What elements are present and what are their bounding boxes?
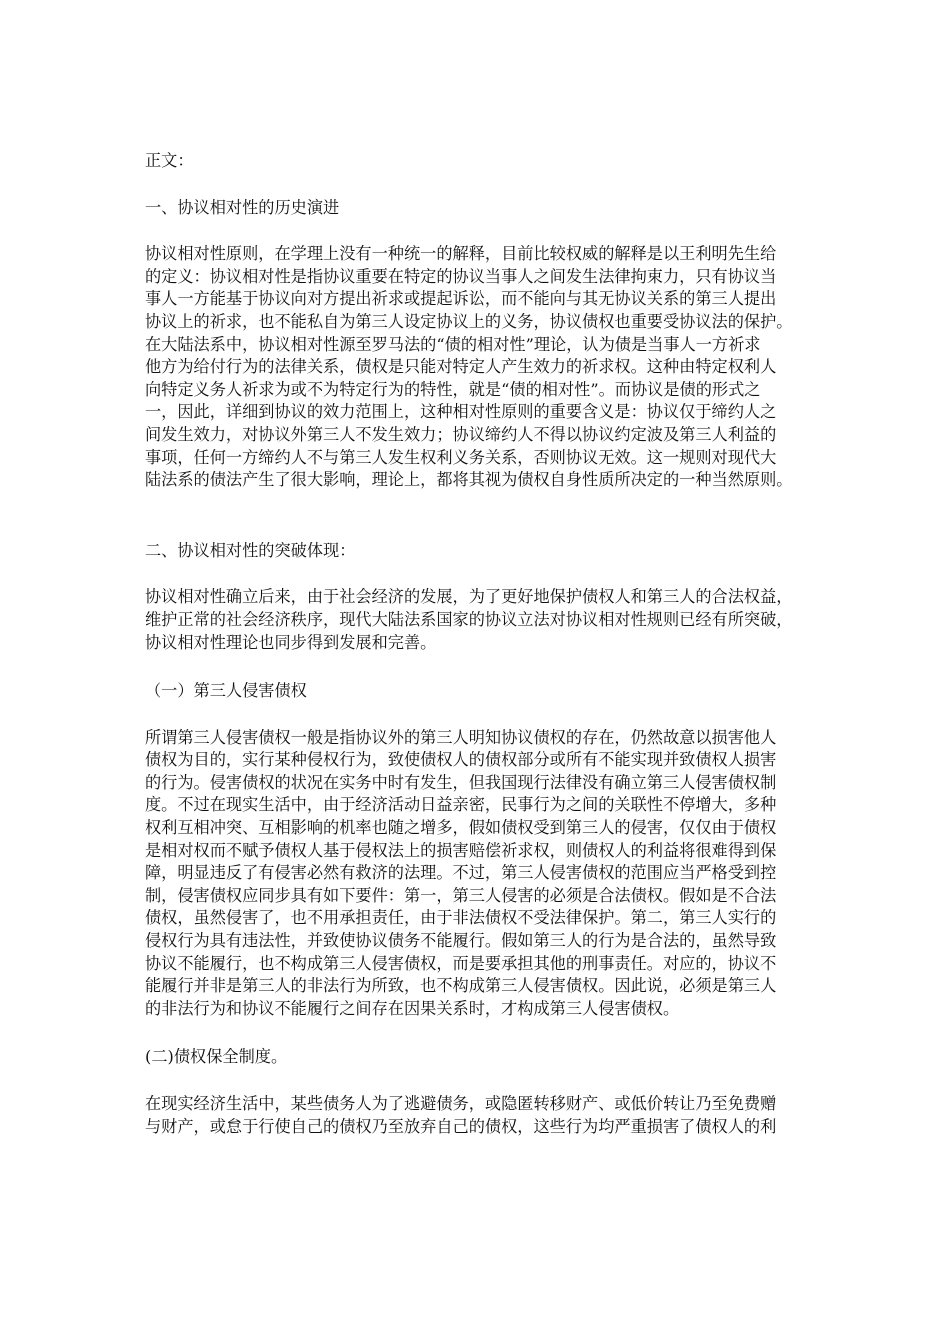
spacer — [145, 703, 805, 727]
paragraph-line: 协议上的祈求，也不能私自为第三人设定协议上的义务，协议债权也重要受协议法的保护。 — [145, 311, 793, 331]
paragraph-line: 协议相对性原则，在学理上没有一种统一的解释，目前比较权威的解释是以王利明先生给 — [145, 244, 777, 264]
subsection-1-paragraph — [145, 727, 805, 1021]
spacer — [145, 1020, 805, 1046]
paragraph-line: 事人一方能基于协议向对方提出祈求或提起诉讼，而不能向与其无协议关系的第三人提出 — [145, 289, 777, 309]
section-2-intro-paragraph — [145, 586, 805, 654]
paragraph-line: 障，明显违反了有侵害必然有救济的法理。不过，第三人侵害债权的范围应当严格受到控 — [145, 863, 777, 883]
spacer — [145, 173, 805, 197]
spacer — [145, 219, 805, 243]
spacer — [145, 654, 805, 680]
paragraph-line: 度。不过在现实生活中，由于经济活动日益亲密，民事行为之间的关联性不停增大，多种 — [145, 795, 777, 815]
paragraph-line: 他方为给付行为的法律关系，债权是只能对特定人产生效力的祈求权。这种由特定权利人 — [145, 357, 777, 377]
paragraph-line: 协议相对性理论也同步得到发展和完善。 — [145, 632, 437, 652]
paragraph-line: 权利互相冲突、互相影响的机率也随之增多，假如债权受到第三人的侵害，仅仅由于债权 — [145, 818, 777, 838]
spacer — [145, 492, 805, 540]
document-body — [145, 150, 805, 1138]
paragraph-line: 的行为。侵害债权的状况在实务中时有发生，但我国现行法律没有确立第三人侵害债权制 — [145, 772, 777, 792]
paragraph-line: 在现实经济生活中，某些债务人为了逃避债务，或隐匿转移财产、或低价转让乃至免费赠 — [145, 1094, 777, 1113]
subsection-2-heading: (二)债权保全制度。 — [145, 1047, 288, 1067]
body-label: 正文： — [145, 151, 194, 170]
paragraph-line: 制，侵害债权应同步具有如下要件：第一，第三人侵害的必须是合法债权。假如是不合法 — [145, 885, 777, 905]
section-2-heading: 二、协议相对性的突破体现： — [145, 540, 356, 560]
subsection-1-heading: （一）第三人侵害债权 — [145, 681, 307, 701]
paragraph-line: 间发生效力，对协议外第三人不发生效力；协议缔约人不得以协议约定波及第三人利益的 — [145, 424, 777, 444]
paragraph-line: 一，因此，详细到协议的效力范围上，这种相对性原则的重要含义是：协议仅于缔约人之 — [145, 402, 777, 422]
spacer — [145, 562, 805, 586]
paragraph-line: 向特定义务人祈求为或不为特定行为的特性，就是“债的相对性”。而协议是债的形式之 — [145, 379, 761, 399]
paragraph-line: 事项，任何一方缔约人不与第三人发生权利义务关系，否则协议无效。这一规则对现代大 — [145, 447, 777, 467]
paragraph-line: 债权为目的，实行某种侵权行为，致使债权人的债权部分或所有不能实现并致债权人损害 — [145, 750, 777, 770]
paragraph-line: 能履行并非是第三人的非法行为所致，也不构成第三人侵害债权。因此说，必须是第三人 — [145, 976, 777, 996]
section-1-heading: 一、协议相对性的历史演进 — [145, 197, 340, 217]
paragraph-line: 债权，虽然侵害了，也不用承担责任，由于非法债权不受法律保护。第二，第三人实行的 — [145, 908, 777, 928]
paragraph-line: 侵权行为具有违法性，并致使协议债务不能履行。假如第三人的行为是合法的，虽然导致 — [145, 931, 777, 951]
paragraph-line: 的非法行为和协议不能履行之间存在因果关系时，才构成第三人侵害债权。 — [145, 998, 680, 1018]
paragraph-line: 在大陆法系中，协议相对性源至罗马法的“债的相对性”理论，认为债是当事人一方祈求 — [145, 334, 761, 354]
section-1-paragraph — [145, 243, 805, 492]
paragraph-line: 陆法系的债法产生了很大影响，理论上，都将其视为债权自身性质所决定的一种当然原则。 — [145, 470, 793, 490]
paragraph-line: 与财产，或怠于行使自己的债权乃至放弃自己的债权，这些行为均严重损害了债权人的利 — [145, 1116, 777, 1136]
paragraph-line: 协议相对性确立后来，由于社会经济的发展，为了更好地保护债权人和第三人的合法权益， — [145, 587, 793, 607]
paragraph-line: 所谓第三人侵害债权一般是指协议外的第三人明知协议债权的存在，仍然故意以损害他人 — [145, 727, 777, 747]
spacer — [145, 1069, 805, 1093]
paragraph-line: 是相对权而不赋予债权人基于侵权法上的损害赔偿祈求权，则债权人的利益将很难得到保 — [145, 840, 777, 860]
subsection-2-paragraph — [145, 1093, 805, 1138]
paragraph-line: 维护正常的社会经济秩序，现代大陆法系国家的协议立法对协议相对性规则已经有所突破， — [145, 609, 793, 629]
paragraph-line: 的定义：协议相对性是指协议重要在特定的协议当事人之间发生法律拘束力，只有协议当 — [145, 266, 777, 286]
paragraph-line: 协议不能履行，也不构成第三人侵害债权，而是要承担其他的刑事责任。对应的，协议不 — [145, 953, 777, 973]
